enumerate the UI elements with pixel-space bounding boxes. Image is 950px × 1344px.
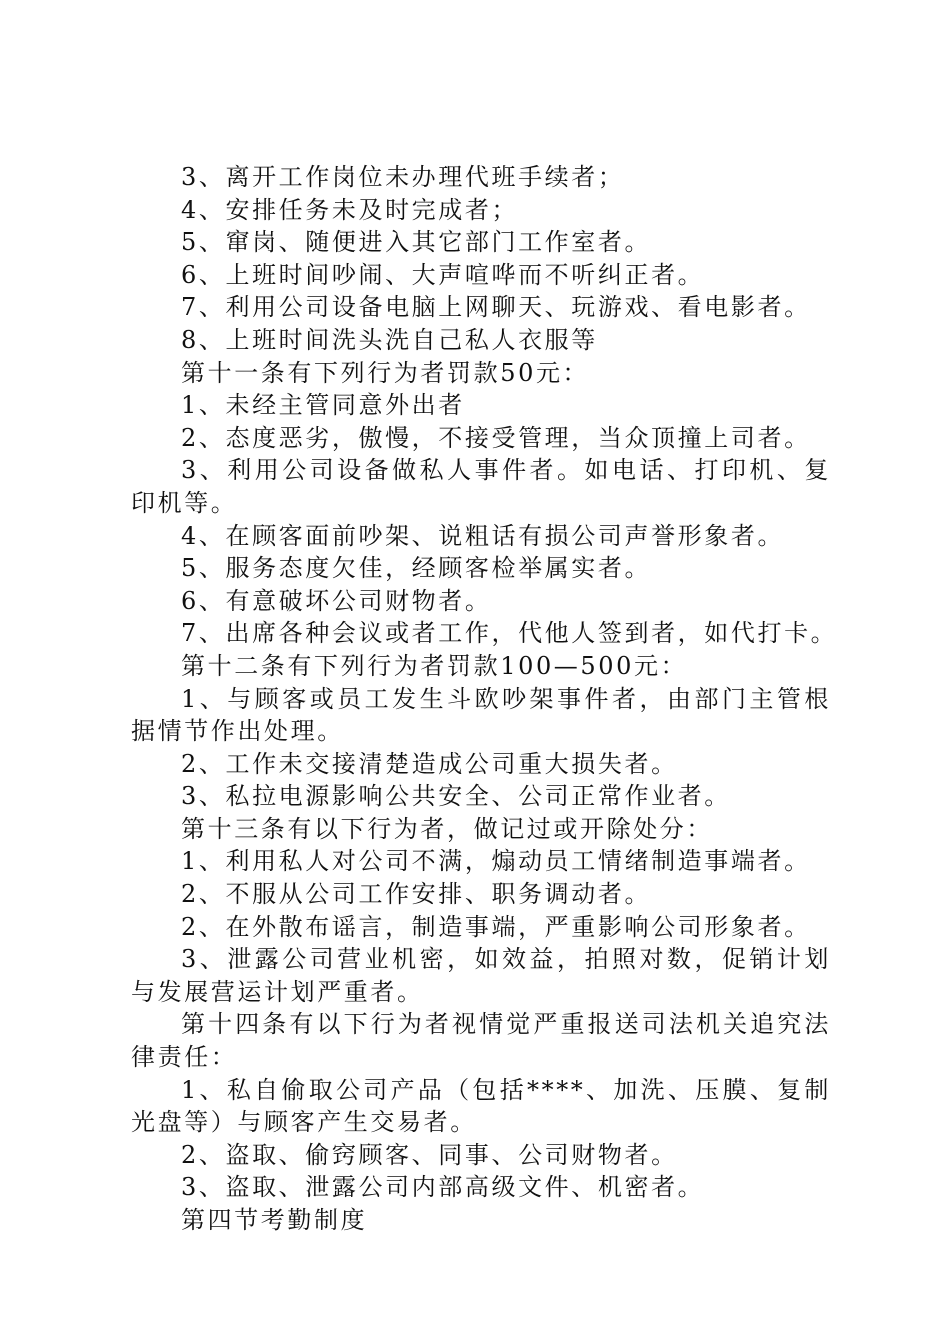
paragraph: 第四节考勤制度 <box>181 1206 368 1234</box>
paragraph: 1、与顾客或员工发生斗欧吵架事件者，由部门主管根据情节作出处理。 <box>131 684 831 746</box>
paragraph: 3、利用公司设备做私人事件者。如电话、打印机、复印机等。 <box>131 456 831 517</box>
paragraph: 6、上班时间吵闹、大声喧哗而不听纠正者。 <box>181 260 705 289</box>
document-body <box>131 161 838 1237</box>
paragraph: 6、有意破坏公司财物者。 <box>181 586 492 615</box>
paragraph: 第十四条有以下行为者视情觉严重报送司法机关追究法律责任： <box>131 1010 831 1072</box>
paragraph: 1、私自偷取公司产品（包括****、加洗、压膜、复制光盘等）与顾客产生交易者。 <box>131 1075 831 1137</box>
paragraph: 第十二条有下列行为者罚款100—500元： <box>181 651 688 680</box>
paragraph: 2、工作未交接清楚造成公司重大损失者。 <box>181 749 678 778</box>
paragraph: 3、泄露公司营业机密，如效益，拍照对数，促销计划与发展营运计划严重者。 <box>131 945 831 1006</box>
paragraph: 第十一条有下列行为者罚款50元： <box>181 358 590 387</box>
paragraph: 2、在外散布谣言，制造事端，严重影响公司形象者。 <box>181 912 811 941</box>
paragraph: 5、窜岗、随便进入其它部门工作室者。 <box>181 228 652 257</box>
paragraph: 3、盗取、泄露公司内部高级文件、机密者。 <box>181 1173 705 1202</box>
paragraph: 第十三条有以下行为者，做记过或开除处分： <box>181 814 713 843</box>
paragraph: 2、态度恶劣，傲慢，不接受管理，当众顶撞上司者。 <box>181 423 811 452</box>
paragraph: 1、未经主管同意外出者 <box>181 391 465 420</box>
paragraph: 4、在顾客面前吵架、说粗话有损公司声誉形象者。 <box>181 521 785 550</box>
paragraph: 3、离开工作岗位未办理代班手续者； <box>181 163 625 191</box>
paragraph: 8、上班时间洗头洗自己私人衣服等 <box>181 325 598 354</box>
paragraph: 4、安排任务未及时完成者； <box>181 195 519 224</box>
paragraph: 2、盗取、偷窍顾客、同事、公司财物者。 <box>181 1140 678 1169</box>
paragraph: 7、利用公司设备电脑上网聊天、玩游戏、看电影者。 <box>181 293 811 322</box>
paragraph: 5、服务态度欠佳，经顾客检举属实者。 <box>181 554 652 583</box>
paragraph: 3、私拉电源影响公共安全、公司正常作业者。 <box>181 782 731 811</box>
paragraph: 2、不服从公司工作安排、职务调动者。 <box>181 880 652 909</box>
paragraph: 1、利用私人对公司不满，煽动员工情绪制造事端者。 <box>181 847 811 876</box>
paragraph: 7、出席各种会议或者工作，代他人签到者，如代打卡。 <box>181 619 838 648</box>
